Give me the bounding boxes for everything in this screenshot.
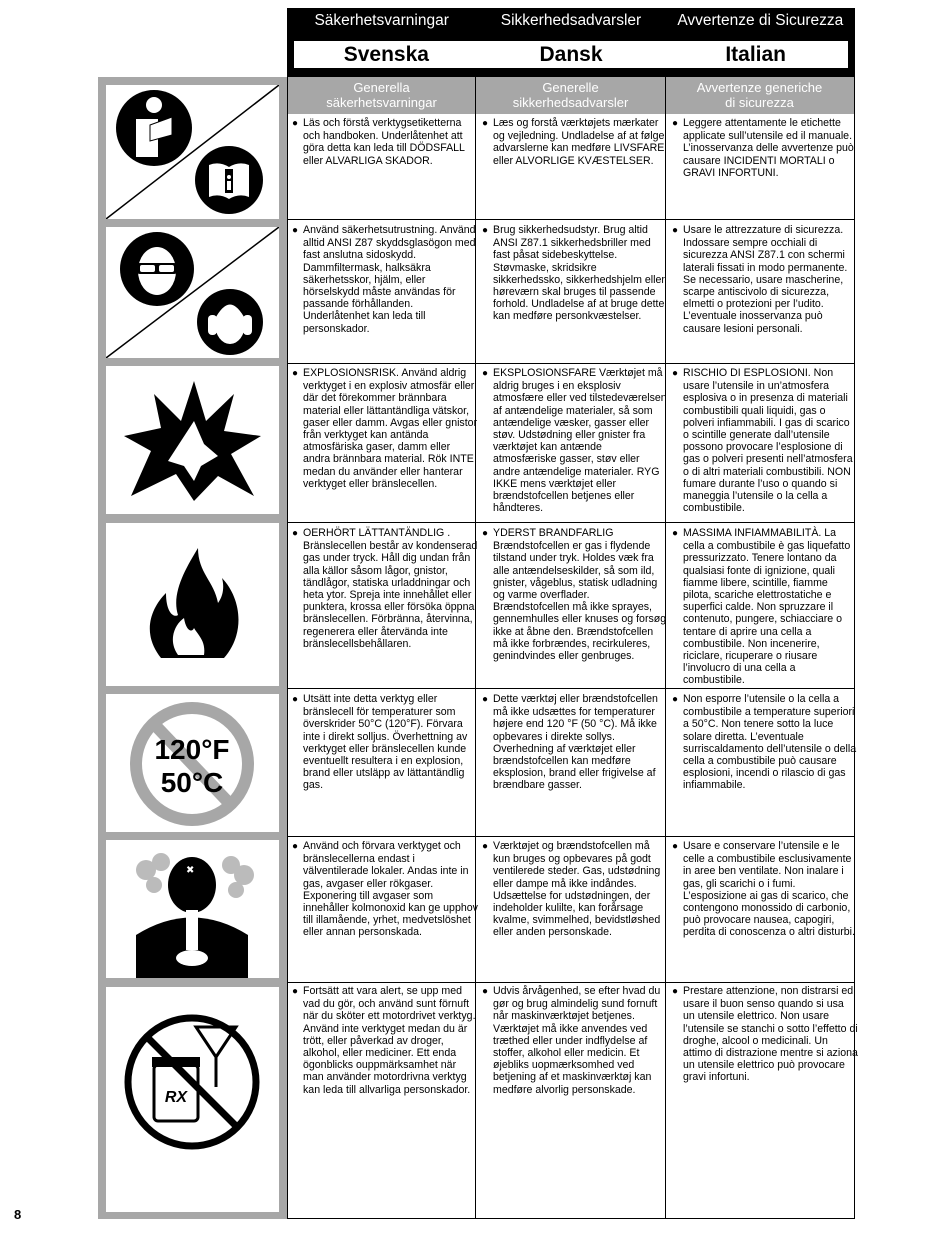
safety-table: [287, 77, 858, 1219]
row-2-swedish-text: ● Använd säkerhetsutrustning. Använd alltid ANSI Z87 skyddsglasögon med fast anslutna sidoskydd. Dammfiltermask, halksäkra säkerhetsskor, hjälm, eller hörselskydd måste användas för passande förhållanden. Underlåtenhet kan leda till personskador.: [287, 224, 478, 335]
row-6-italian-text: ● Usare e conservare l’utensile e le celle a combustibile esclusivamente in aree ben ventilate. Non inalare i gas, gli scarichi o i fumi. L’esposizione ai gas di scarico, che contengono monossido di carbonio, può provocare nausea, capogiri, perdita di conoscenza o altri disturbi.: [667, 840, 858, 939]
row-4-swedish-text: ● OERHÖRT LÄTTANTÄNDLIG . Bränslecellen består av kondenserad gas under tryck. Håll dig undan från alla källor såsom lågor, gnistor, tändlågor, statiska urladdningar och heta ytor. Spreja inte innehållet eller punktera, krossa eller försöka öppna bränslecellen. Förbränna, återvinna, regenerera eller återvända inte bränslecellsbehållaren.: [287, 527, 478, 650]
temp-fahrenheit-label: 120°F: [154, 734, 230, 765]
row-2-italian-text: ● Usare le attrezzature di sicurezza. Indossare sempre occhiali di sicurezza ANSI Z87.1 con schermi laterali fissati in modo permanente. Se necessario, usare mascherine, scarpe antiscivolo di sicurezza, elmetti o protezioni per l’udito. L’eventuale inosservanza può causare lesioni personali.: [667, 224, 858, 335]
icon-column: [98, 77, 287, 1219]
row-3-danish-text: ● EKSPLOSIONSFARE Værktøjet må aldrig bruges i en eksplosiv atmosfære eller ved tilstedeværelsen af antændelige materialer, så som antændelige væsker, gasser eller støv. Udstødning eller gnister fra værktøjet kan antænde atmosfæriske gasser, støv eller andre antændelige materialer. RYG IKKE mens værktøjet eller brændstofcellen betjenes eller håndteres.: [477, 367, 668, 514]
row-4-italian-text: ● MASSIMA INFIAMMABILITÀ. La cella a combustibile è gas liquefatto pressurizzato. Tenere lontano da qualsiasi fonte di ignizione, quali fiamme libere, scintille, fiamme pilota, scariche elettrostatiche e superfici calde. Non spruzzare il contenuto, pungere, schiacciare o tentare di aprire una cella a combustibile. Non incenerire, riciclare, ricuperare o riusare l’involucro di una cella a combustibile.: [667, 527, 858, 687]
explosion-icon: [106, 366, 279, 514]
row-4-danish-text: ● YDERST BRANDFARLIG Brændstofcellen er gas i flydende tilstand under tryk. Holdes væk fra alle antændelseskilder, så som ild, gnister, vågeblus, statisk udladning og varme overflader. Brændstofcellen må ikke sprayes, gennemhulles eller knuses og forsøg ikke at åbne den. Brændstofcellen må ikke forbrændes, recirkuleres, genindvindes eller genbruges.: [477, 527, 668, 662]
language-header: [287, 8, 855, 77]
no-drugs-alcohol-icon: [106, 987, 279, 1212]
row-2-danish-text: ● Brug sikkerhedsudstyr. Brug altid ANSI Z87.1 sikkerhedsbriller med fast påsat sidebeskyttelse. Støvmaske, skridsikre sikkerhedssko, sikkerhedshjelm eller høreværn skal bruges til passende forhold. Undladelse af at bruge dette kan medføre personkvæstelser.: [477, 224, 668, 323]
toxic-fumes-icon: [106, 840, 279, 978]
language-swedish: Svenska: [343, 43, 429, 66]
row-3-italian-text: ● RISCHIO DI ESPLOSIONI. Non usare l’utensile in un’atmosfera esplosiva o in presenza di materiali combustibili quali liquidi, gas o polveri infiammabili. I gas di scarico o scintille generate dall’utensile possono provocare l’esplosione di gas o polveri presenti nell’atmosfera o di altri materiali combustibili. NON fumare durante l’uso o quando si maneggia l’utensile o la cella a combustibile.: [667, 367, 858, 514]
row-3-swedish-text: ● EXPLOSIONSRISK. Använd aldrig verktyget i en explosiv atmosfär eller där det förekommer brännbara material eller lättantändliga vätskor, gaser eller damm. Avgas eller gnistor från verktyget kan antända atmosfäriska gaser, damm eller andra brännbara material. Rök INTE medan du använder eller hanterar verktyget eller bränslecellen.: [287, 367, 478, 490]
row-7-swedish-text: ● Fortsätt att vara alert, se upp med vad du gör, och använd sunt förnuft när du sköter ett motordrivet verktyg. Använd inte verktyget medan du är trött, eller påverkad av droger, alkohol, eller mediciner. Ett enda ögonblicks ouppmärksamhet när man använder motordrivna verktyg kan leda till allvarliga personskador.: [287, 985, 478, 1096]
svg-text:✖: ✖: [186, 865, 195, 876]
row-7-italian-text: ● Prestare attenzione, non distrarsi ed usare il buon senso quando si usa un utensile elettrico. Non usare l’utensile se stanchi o sotto l’effetto di droghe, alcool o medicinali. Un attimo di distrazione mentre si aziona un utensile elettrico può provocare gravi infortuni.: [667, 985, 858, 1084]
row-5-danish-text: ● Dette værktøj eller brændstofcellen må ikke udsættes for temperaturer højere end 120 °F (50 °C). Må ikke opbevares i direkte sollys. Overhedning af værktøjet eller brændstofcellen kan medføre eksplosion, brand eller frigivelse af brændbare gasser.: [477, 693, 668, 792]
header-title-italian: Avvertenze di Sicurezza: [677, 12, 844, 29]
subheader-swedish: Generella säkerhetsvarningar: [326, 80, 437, 110]
row-6-danish-text: ● Værktøjet og brændstofcellen må kun bruges og opbevares på godt ventilerede steder. Gas, udstødning eller dampe må ikke indåndes. Udsættelse for udstødningen, der indeholder kulilte, kan forårsage kvalme, svimmelhed, bevidstløshed eller anden personskade.: [477, 840, 668, 939]
row-6-swedish-text: ● Använd och förvara verktyget och bränslecellerna endast i välventilerade lokaler. Andas inte in gas, avgaser eller rökgaser. Exponering till avgaser som innehåller kolmonoxid kan ge upphov till illamående, yrhet, medvetslöshet eller annan personskada.: [287, 840, 478, 939]
header-title-swedish: Säkerhetsvarningar: [314, 12, 449, 29]
read-manual-icon: [106, 85, 279, 219]
row-1-italian-text: ● Leggere attentamente le etichette applicate sull’utensile ed il manuale. L’inosservanza delle avvertenze può causare INCIDENTI MORTALI o GRAVI INFORTUNI.: [667, 117, 858, 179]
row-1-danish-text: ● Læs og forstå værktøjets mærkater og vejledning. Undladelse af at følge advarslerne kan medføre LIVSFARE eller ALVORLIGE KVÆSTELSER.: [477, 117, 668, 167]
row-5-italian-text: ● Non esporre l’utensile o la cella a combustibile a temperature superiori a 50°C. Non tenere sotto la luce solare diretta. L’eventuale surriscaldamento dell’utensile o della cella a combustibile può causare esplosioni, incendi o rilascio di gas infiammabile.: [667, 693, 858, 792]
row-1-swedish-text: ● Läs och förstå verktygsetiketterna och handboken. Underlåtenhet att göra detta kan leda till DÖDSFALL eller ALVARLIGA SKADOR.: [287, 117, 478, 167]
subheader-danish: Generelle sikkerhedsadvarsler: [512, 80, 629, 110]
subheader-italian: Avvertenze generiche di sicurezza: [696, 80, 823, 110]
row-5-swedish-text: ● Utsätt inte detta verktyg eller bränslecell för temperaturer som överskrider 50°C (120°F). Förvara inte i direkt solljus. Överhettning av verktyget eller bränslecellen kunde eventuellt resultera i en explosion, brand eller utsläpp av lättantändlig gas.: [287, 693, 478, 792]
rx-label: RX: [164, 1089, 188, 1106]
flame-icon: [106, 523, 279, 686]
safety-equipment-icon: [106, 227, 279, 358]
temperature-prohibition-icon: [106, 694, 279, 832]
row-7-danish-text: ● Udvis årvågenhed, se efter hvad du gør og brug almindelig sund fornuft når maskinværktøjet betjenes. Værktøjet må ikke anvendes ved træthed eller under indflydelse af stoffer, alkohol eller medicin. Et øjebliks uopmærksomhed ved betjening af et maskinværktøj kan medføre alvorlig personskade.: [477, 985, 668, 1096]
header-title-danish: Sikkerhedsadvarsler: [500, 12, 642, 29]
language-danish: Dansk: [539, 43, 603, 66]
temp-celsius-label: 50°C: [160, 767, 224, 798]
page-number: 8: [14, 1207, 22, 1222]
language-italian: Italian: [725, 43, 787, 66]
